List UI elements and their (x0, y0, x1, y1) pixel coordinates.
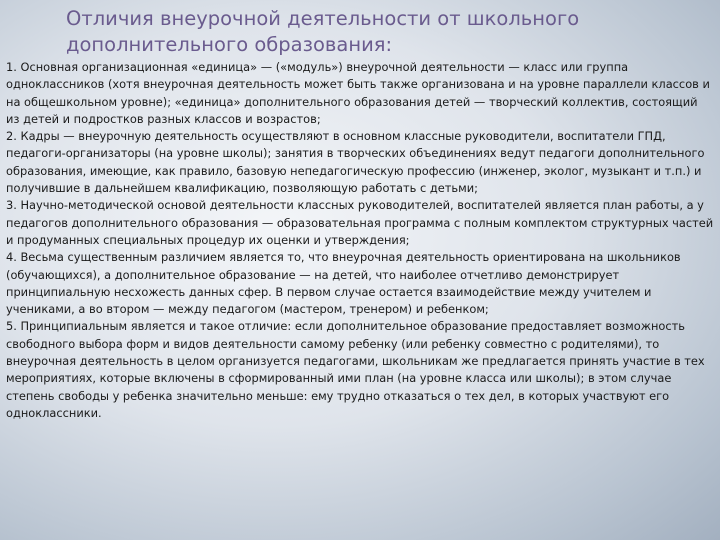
slide-title: Отличия внеурочной деятельности от школьного дополнительного образования: (66, 7, 580, 56)
paragraph-5: 5. Принципиальным является и такое отличие: если дополнительное образование предоставляет возможность свободного выбора форм и видов деятельности самому ребенку (или ребенку совместно с родителями), то внеурочная деятельность в целом организуется педагогами, школьникам же предлагается принять участие в тех мероприятиях, которые включены в сформированный ими план (на уровне класса или школы); в этом случае степень свободы у ребенка значительно меньше: ему трудно отказаться о тех дел, в которых участвуют его одноклассники. (6, 319, 705, 420)
paragraph-2: 2. Кадры — внеурочную деятельность осуществляют в основном классные руководители, воспитатели ГПД, педагоги-организаторы (на уровне школы); занятия в творческих объединениях ведут педагоги дополнительного образования, имеющие, как правило, базовую непедагогическую профессию (инженер, эколог, музыкант и т.п.) и получившие в дальнейшем квалификацию, позволяющую работать с детьми; (6, 129, 705, 196)
paragraph-3: 3. Научно-методической основой деятельности классных руководителей, воспитателей является план работы, а у педагогов дополнительного образования — образовательная программа с полным комплектом структурных частей и продуманных специальных процедур их оценки и утверждения; (6, 198, 714, 247)
paragraph-1: 1. Основная организационная «единица» — («модуль») внеурочной деятельности — класс или группа одноклассников (хотя внеурочная деятельность может быть также организована и на уровне параллели классов и на общешкольном уровне); «единица» дополнительного образования детей — творческий коллектив, состоящий из детей и подростков разных классов и возрастов; (6, 60, 710, 126)
paragraph-4: 4. Весьма существенным различием является то, что внеурочная деятельность ориентирована на школьников (обучающихся), а дополнительное образование — на детей, что наиболее отчетливо демонстрирует принципиальную несхожесть данных сфер. В первом случае остается взаимодействие между учителем и учениками, а во втором — между педагогом (мастером, тренером) и ребенком; (6, 250, 681, 317)
slide-body (6, 59, 714, 422)
